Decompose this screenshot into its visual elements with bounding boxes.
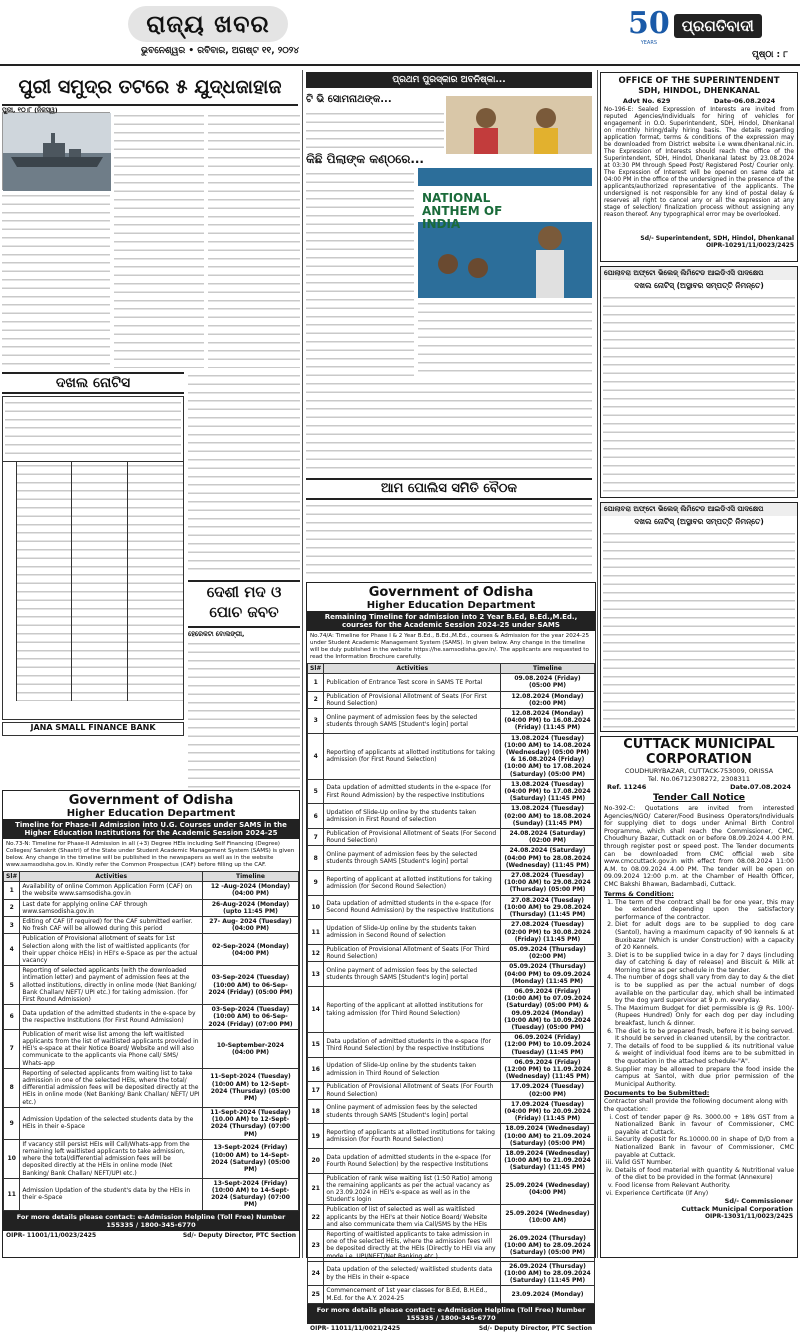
sdh-body: No-196-E: Sealed Expression of Interests are invited from reputed Agencies/Individuals for hiring of vehicles for engagement in O.O. Superintendent, SDH, Hindol, Dhenkanal on monthly hiring/daily hiring basis. The details regarding application format, terms & conditions of the expression may be downloaded from District website i.e www.dhenkanal.nic.in. The Expression of Interests should reach the office of the Superintendent, SDH, Hindol, Dhenkanal latest by 23.08.2024 at 03:30 PM through Speed Post/ Registered Post/ Courier only. The Expression of Interest will be opened on same date at 04:00 PM in the office of the undersigned in the presence of the applicants/authorized representative of the applicants. The undersigned is not responsible for any kind of postal delay & reserves all right to cancel any or all the expression at any stage of selection/ finalization process without assigning any reason thereof. Any typographical error may be overlooked. xyxy=(604,107,794,218)
table-row xyxy=(308,674,595,691)
cell-activity: Reporting of waitlisted applicants to take admission in one of the selected HEIs, where the admission fees will be deposited directly at the HEIs (Directly to HEI via any mode i.e. UPI/NEFT/Net Banking etc.) xyxy=(324,1230,501,1262)
cell-sl: 14 xyxy=(308,986,324,1032)
tender1-subtitle: ଦଖଲ ନୋଟିସ୍ (ଅସ୍ଥାବର ସମ୍ପତ୍ତି ନିମନ୍ତେ) xyxy=(634,281,764,290)
people-photo xyxy=(446,96,592,154)
cell-timeline: 06.09.2024 (Friday) (10:00 AM) to 07.09.2024 (Saturday) (05:00 PM) & 09.09.2024 (Monday) (10:00 AM) to 10.09.2024 (Tuesday) (05:00 PM) xyxy=(501,986,595,1032)
sdh-advt-no: Advt No. 629 xyxy=(622,97,671,105)
bank-name: JANA SMALL FINANCE BANK xyxy=(2,722,184,736)
gov-left-note: No.73-N: Timeline for Phase-II Admission in all (+3) Degree HEIs including Self Financing (Degree) Colleges/ Sanskrit (Shastri) of the State under Student Academic Management System (SAMS) is given below. Any change in the timeline will be published in the newspapers as well as in the website www.samsodisha.gov.in. Kindly refer the Common Prospectus (CAF) before filling up the CAF. xyxy=(6,841,295,868)
tita-text xyxy=(306,110,444,148)
cell-sl: 12 xyxy=(308,944,324,961)
gov-right-sign: Sd/- Deputy Director, PTC Section xyxy=(478,1324,592,1332)
cell-activity: Availability of online Common Application Form (CAF) on the website www.samsodisha.gov.in xyxy=(20,882,203,899)
list-item: 8. Supplier may be allowed to prepare the food inside the campus at Santol, with due prior permission of the Municipal Authority. xyxy=(615,1066,794,1089)
cell-timeline: 03-Sep-2024 (Tuesday) (10:00 AM) to 06-Sep-2024 (Friday) (07:00 PM) xyxy=(203,1005,299,1030)
kishi-headline: କିଛି ପିଲାଙ୍କ କଣ୍ଠରେ... xyxy=(306,152,424,166)
cell-sl: 16 xyxy=(308,1057,324,1082)
cell-sl: 21 xyxy=(308,1173,324,1205)
table-row xyxy=(308,1082,595,1099)
cell-activity: Online payment of admission fees by the selected students through SAMS [Student's login] portal xyxy=(324,962,501,987)
cell-timeline: 10-September-2024 (04:00 PM) xyxy=(203,1029,299,1068)
cell-sl: 10 xyxy=(308,895,324,920)
sdh-sign: Sd/- Superintendent, SDH, Hindol, Dhenkanal xyxy=(640,235,794,242)
cell-sl: 23 xyxy=(308,1230,324,1262)
cell-sl: 1 xyxy=(4,882,20,899)
cmc-title2: CORPORATION xyxy=(646,752,752,767)
table-row xyxy=(308,962,595,987)
table-row xyxy=(308,871,595,896)
deshi-headline: ଦେଶୀ ମଦ ଓ ପୋଚ ଜବତ xyxy=(188,580,300,628)
table-row xyxy=(308,846,595,871)
cell-timeline: 06.09.2024 (Friday) (12:00 PM) to 11.09.2024 (Wednesday) (11:45 PM) xyxy=(501,1057,595,1082)
table-row xyxy=(308,733,595,779)
cell-sl: 6 xyxy=(4,1005,20,1030)
list-item: 3. Diet is to be supplied twice in a day for 7 days (including day of catching & day of release) and Biscuit & Milk at Morning time as per schedule in the tender. xyxy=(615,952,794,975)
cell-sl: 7 xyxy=(4,1029,20,1068)
cell-activity: Publication of merit wise list among the left waitlisted applicants from the list of waitlisted applicants provided in HEI's e-space at their Notice Board/ Website and will also communicate to the applicants via Phone call/ SMS/ Whats-app xyxy=(20,1029,203,1068)
gov-left-advert xyxy=(2,790,300,1258)
cell-timeline: 24.08.2024 (Saturday) (02:00 PM) xyxy=(501,829,595,846)
table-row xyxy=(308,804,595,829)
cell-sl: 13 xyxy=(308,962,324,987)
table-row xyxy=(308,1261,595,1286)
cell-activity: Data updation of admitted students in the e-space (for Third Round Selection) by the respective Institutions xyxy=(324,1033,501,1058)
tender2-subtitle: ଦଖଲ ନୋଟିସ୍ (ଅସ୍ଥାବର ସମ୍ପତ୍ତି ନିମନ୍ତେ) xyxy=(634,517,764,526)
cell-sl: 4 xyxy=(4,934,20,966)
cell-timeline: 13-Sept-2024 (Friday) (10:00 AM) to 14-Sept-2024 (Saturday) (07:00 PM) xyxy=(203,1178,299,1210)
cell-timeline: 13.08.2024 (Tuesday) (04:00 PM) to 17.08.2024 (Saturday) (11:45 PM) xyxy=(501,779,595,804)
cell-sl: 2 xyxy=(4,899,20,916)
table-row xyxy=(308,895,595,920)
cell-timeline: 27.08.2024 (Tuesday) (10:00 AM) to 29.08.2024 (Thursday) (11:45 PM) xyxy=(501,895,595,920)
cmc-date: Date.07.08.2024 xyxy=(730,783,791,791)
table-row xyxy=(4,917,299,934)
cmc-sign1: Sd/- Commissioner xyxy=(724,1197,793,1206)
cell-activity: Publication of Entrance Test score in SAMS TE Portal xyxy=(324,674,501,691)
list-item: 1. The term of the contract shall be for one year, this may be extended depending upon the satisfactory performance of the contractor. xyxy=(615,899,794,922)
table-row xyxy=(4,1107,299,1139)
table-row xyxy=(4,1029,299,1068)
table-row xyxy=(308,1099,595,1124)
cell-sl: 3 xyxy=(308,709,324,734)
cmc-title1: CUTTACK MUNICIPAL xyxy=(623,737,775,752)
cell-sl: 5 xyxy=(4,966,20,1005)
cell-sl: 20 xyxy=(308,1148,324,1173)
table-row xyxy=(4,1005,299,1030)
logo-years: YEARS xyxy=(640,40,658,46)
gov-left-subtitle: Timeline for Phase-II Admission into U.G. Courses under SAMS in the Higher Education Institutions for the Academic Session 2024-25 xyxy=(3,819,299,839)
cell-activity: Publication of Provisional Allotment of Seats (For Fourth Round Selection) xyxy=(324,1082,501,1099)
cell-timeline: 27- Aug- 2024 (Tuesday) (04:00 PM) xyxy=(203,917,299,934)
table-row xyxy=(4,1068,299,1107)
cell-activity: Admission Updation of the selected students data by the HEIs in their e-Space xyxy=(20,1107,203,1139)
list-item: 4. The number of dogs shall vary from day to day & the diet is to be supplied as per the actual number of dogs available on the particular day, which shall be intimated by the dog yard supervisor at 9 p.m. everyday. xyxy=(615,974,794,1004)
cell-activity: Publication of rank wise waiting list (1:50 Ratio) among the remaining applicants as per the actual vacancy as on 23.09.2024 in HEI's e-space as well as in the Student's login xyxy=(324,1173,501,1205)
gov-left-table xyxy=(3,871,299,1211)
table-row xyxy=(308,1124,595,1149)
cell-activity: Online payment of admission fees by the selected students through SAMS [Student's login] portal xyxy=(324,846,501,871)
cell-sl: 25 xyxy=(308,1286,324,1303)
table-row xyxy=(308,1033,595,1058)
cell-activity: Reporting of applicant at allotted institutions for taking admission (for Second Round Selection) xyxy=(324,871,501,896)
cell-sl: 3 xyxy=(4,917,20,934)
cmc-body: No-392-C: Quotations are invited from interested Agencies/NGO/ Caterer/Food Business Operators/Individuals for supplying diet to dogs under Animal Birth Control Programme, which shall reach the Commissioner, CMC, Choudhury Bazar, Cuttack on or before 08.09.2024 4.00 P.M. through register post or speed post. The Tender documents can be downloaded from CMC official web site www.cmccuttack.gov.in with effect from 08.08.2024 11:00 A.M. to 08.09.2024 4.00 PM. The tender will be open on 09.09.2024 12:00 p.m. at the Chamber of Health Officer, CMC Bakshi Bhawan, Badambadi, Cuttack. xyxy=(604,805,794,888)
cmc-docs-intro: Contractor shall provide the following document along with the quotation: xyxy=(604,1098,788,1113)
cell-timeline: 23.09.2024 (Monday) xyxy=(501,1286,595,1303)
logo-number: 50 xyxy=(628,6,670,41)
possession-notice-1 xyxy=(600,266,798,498)
table-row xyxy=(4,1139,299,1178)
cell-sl: 11 xyxy=(4,1178,20,1210)
sdh-date: Date-06.08.2024 xyxy=(714,97,776,105)
cell-timeline: 26-Aug-2024 (Monday) (upto 11:45 PM) xyxy=(203,899,299,916)
cell-timeline: 13.08.2024 (Tuesday) (10:00 AM) to 14.08.2024 (Wednesday) (05:00 PM) & 16.08.2024 (Friday) (10:00 AM) to 17.08.2024 (Saturday) (05:00 PM) xyxy=(501,733,595,779)
cell-timeline: 11-Sept-2024 (Tuesday) (10.00 AM) to 12-Sept-2024 (Thursday) (07:00 PM) xyxy=(203,1107,299,1139)
lead-continued-text xyxy=(188,372,300,576)
cell-sl: 19 xyxy=(308,1124,324,1149)
aam-text xyxy=(306,502,592,578)
newspaper-name: ପ୍ରଗତିବାଦୀ xyxy=(674,14,762,38)
header-rule xyxy=(0,64,800,66)
cell-timeline: 24.08.2024 (Saturday) (04:00 PM) to 28.08.2024 (Wednesday) (11:45 PM) xyxy=(501,846,595,871)
cell-sl: 15 xyxy=(308,1033,324,1058)
possession-notice-table xyxy=(2,396,184,720)
cell-activity: Publication of Provisional Allotment of Seats (For First Round Selection) xyxy=(324,691,501,708)
col-sl: Sl# xyxy=(4,872,20,882)
cell-activity: Online payment of admission fees by the selected students through SAMS [Student's login] portal xyxy=(324,1099,501,1124)
cell-sl: 18 xyxy=(308,1099,324,1124)
cell-activity: If vacancy still persist HEIs will Call/Whats-app from the remaining left waitlisted applicants to take admission, where the total/differential admission fees will be deposited directly at the HEIs in online mode (Net Banking/ Bank Challan/ NEFT/UPI etc.) xyxy=(20,1139,203,1178)
cell-timeline: 12.08.2024 (Monday) (04:00 PM) to 16.08.2024 (Friday) (11:45 PM) xyxy=(501,709,595,734)
cell-timeline: 25.09.2024 (Wednesday) (10:00 AM) xyxy=(501,1205,595,1230)
col-timeline: Timeline xyxy=(203,872,299,882)
gov-left-sign: Sd/- Deputy Director, PTC Section xyxy=(182,1231,296,1239)
table-row xyxy=(4,882,299,899)
cell-activity: Data updation of the selected/ waitlisted students data by the HEIs in their e-space xyxy=(324,1261,501,1286)
cell-activity: Updation of Slide-Up online by the students taken admission in Third Round of Selection xyxy=(324,1057,501,1082)
cell-timeline: 02-Sep-2024 (Monday) (04:00 PM) xyxy=(203,934,299,966)
tender1-title: ପୋଲାବରା ଅଫ୍‌ଟୋ ଭିଲେଜ୍ ଲିମିଟେଡ ଆଇଡିଏସି ପାଦକ୍ଷେପ xyxy=(601,267,797,280)
lead-text-col3 xyxy=(208,112,300,368)
list-item: i. Cost of tender paper @ Rs. 3000.00 + 18% GST from a Nationalized Bank in favour of Commissioner, CMC payable at Cuttack. xyxy=(615,1114,794,1137)
masthead xyxy=(0,0,800,64)
cmc-oipr: OIPR-13031/11/0023/2425 xyxy=(704,1213,793,1221)
table-row xyxy=(308,1148,595,1173)
cell-sl: 7 xyxy=(308,829,324,846)
cell-activity: Commencement of 1st year classes for B.Ed, B.H.Ed., M.Ed. for the A.Y. 2024-25 xyxy=(324,1286,501,1303)
possession-notice-title: ଦଖଲ ନୋଟିସ xyxy=(2,372,184,394)
cmc-notice-title: Tender Call Notice xyxy=(652,793,746,803)
lead-headline: ପୁରୀ ସମୁଦ୍ର ତଟରେ ୫ ଯୁଦ୍ଧଜାହାଜ xyxy=(2,72,298,106)
lead-text-col1 xyxy=(2,192,110,368)
cell-activity: Data updation of the admitted students in the e-space by the respective Institutions (for First Round Admission) xyxy=(20,1005,203,1030)
cell-activity: Reporting of the applicant at allotted institutions for taking admission (for Third Round Selection) xyxy=(324,986,501,1032)
cell-timeline: 13.08.2024 (Tuesday) (02:00 AM) to 18.08.2024 (Sunday) (11:45 PM) xyxy=(501,804,595,829)
table-row xyxy=(4,899,299,916)
gov-left-oipr: OIPR- 11001/11/0023/2425 xyxy=(6,1231,97,1239)
cmc-address: COUDHURYBAZAR, CUTTACK-753009, ORISSA xyxy=(624,767,774,775)
table-row xyxy=(308,709,595,734)
cell-sl: 11 xyxy=(308,920,324,945)
sdh-advert xyxy=(600,72,798,262)
cell-activity: Updation of Slide-Up online by the students taken admission in First Round of selection xyxy=(324,804,501,829)
possession-notice-2 xyxy=(600,502,798,732)
cell-activity: Editing of CAF (if required) for the CAF submitted earlier. No fresh CAF will be allowed during this period xyxy=(20,917,203,934)
col-sl: Sl# xyxy=(308,664,324,674)
cell-sl: 9 xyxy=(308,871,324,896)
section-title: ରାଜ୍ୟ ଖବର xyxy=(128,6,288,42)
cell-sl: 22 xyxy=(308,1205,324,1230)
column-divider xyxy=(597,70,598,1258)
anthem-banner-text: NATIONAL ANTHEM OF INDIA xyxy=(422,191,503,231)
cmc-docs-head: Documents to be Submitted: xyxy=(604,1089,710,1098)
table-row xyxy=(308,920,595,945)
kishi-text-3 xyxy=(306,380,592,470)
cell-activity: Last date for applying online CAF through www.samsodisha.gov.in xyxy=(20,899,203,916)
gov-right-title: Government of Odisha xyxy=(368,585,534,600)
cell-timeline: 18.09.2024 (Wednesday) (10:00 AM) to 21.09.2024 (Saturday) (05:00 PM) xyxy=(501,1124,595,1149)
cell-activity: Data updation of admitted students in the e-space (for First Round Admission) by the respective Institutions xyxy=(324,779,501,804)
cell-activity: Data updation of admitted students in the e-space (for Second Round Admission) by the respective Institutions xyxy=(324,895,501,920)
table-row xyxy=(308,986,595,1032)
cell-timeline: 26.09.2024 (Thursday) (10:00 AM) to 28.09.2024 (Saturday) (11:45 PM) xyxy=(501,1261,595,1286)
cell-sl: 4 xyxy=(308,733,324,779)
list-item: ii. Security deposit for Rs.10000.00 in shape of D/D from a Nationalized Bank in favour of Commissioner, CMC payable at Cuttack. xyxy=(615,1136,794,1159)
cell-timeline: 17.09.2024 (Tuesday) (04:00 PM) to 20.09.2024 (Friday) (11:45 PM) xyxy=(501,1099,595,1124)
cmc-ref: Ref. 11246 xyxy=(607,783,647,791)
cell-sl: 24 xyxy=(308,1261,324,1286)
cell-timeline: 12.08.2024 (Monday) (02:00 PM) xyxy=(501,691,595,708)
list-item: v. Food license from Relevant Authority. xyxy=(615,1182,794,1190)
table-row xyxy=(308,691,595,708)
cell-timeline: 06.09.2024 (Friday) (12:00 PM) to 10.09.2024 (Tuesday) (11:45 PM) xyxy=(501,1033,595,1058)
cell-activity: Reporting of applicants at allotted institutions for taking admission (for First Round Selection) xyxy=(324,733,501,779)
sdh-oipr: OIPR-10291/11/0023/2425 xyxy=(705,242,794,249)
column-divider xyxy=(302,70,303,1258)
list-item: 6. The diet is to be prepared fresh, before it is being served. It should be served in cleaned utensil, by the contractor. xyxy=(615,1028,794,1043)
cell-sl: 8 xyxy=(308,846,324,871)
table-row xyxy=(308,1057,595,1082)
cell-activity: Publication of Provisional Allotment of Seats (For Third Round Selection) xyxy=(324,944,501,961)
newspaper-logo xyxy=(628,6,788,46)
cmc-terms-head: Terms & Condition: xyxy=(604,889,674,898)
cell-timeline: 03-Sep-2024 (Tuesday) (10:00 AM) to 06-Sep-2024 (Friday) (05:00 PM) xyxy=(203,966,299,1005)
date-line: ଭୁବନେଶ୍ୱର • ରବିବାର, ଅଗଷ୍ଟ ୧୧, ୨୦୨୪ xyxy=(141,46,299,56)
lead-dateline: ପୁରୀ, ୧୦।୮ (ନିଜସ୍ୱ) xyxy=(2,106,58,114)
cell-activity: Reporting of selected applicants (with the downloaded intimation letter) and payment of admission fees at the allotted institutions, directly in online mode (Net Banking/ Bank Challan/ NEFT/ UPI etc.) for taking admission. (for First Round Admission) xyxy=(20,966,203,1005)
cell-activity: Updation of Slide-Up online by the students taken admission in Second Round of selection xyxy=(324,920,501,945)
sdh-title2: SDH, HINDOL, DHENKANAL xyxy=(638,86,760,95)
kishi-text-2 xyxy=(418,300,592,376)
deshi-dateline: ହେରେକଟା ବୋଲଙ୍ଗୀ, xyxy=(188,630,245,638)
cell-timeline: 25.09.2024 (Wednesday) (04:00 PM) xyxy=(501,1173,595,1205)
gov-right-advert xyxy=(306,582,596,1332)
table-row xyxy=(4,1178,299,1210)
cmc-sign2: Cuttack Municipal Corporation xyxy=(681,1205,793,1214)
page-number: ପୃଷ୍ଠା : ୮ xyxy=(752,50,788,60)
table-row xyxy=(4,966,299,1005)
cell-sl: 17 xyxy=(308,1082,324,1099)
cmc-tel: Tel. No.06712308272, 2308311 xyxy=(647,775,751,783)
anthem-photo xyxy=(418,168,592,298)
cell-timeline: 11-Sept-2024 (Tuesday) (10:00 AM) to 12-Sept-2024 (Thursday) (05:00 PM) xyxy=(203,1068,299,1107)
table-row xyxy=(308,829,595,846)
gov-right-oipr: OIPR- 11011/11/0021/2425 xyxy=(310,1324,401,1332)
cell-sl: 5 xyxy=(308,779,324,804)
lead-text-col2 xyxy=(114,112,204,368)
cell-activity: Reporting of applicants at allotted institutions for taking admission (for Fourth Round Selection) xyxy=(324,1124,501,1149)
table-row xyxy=(308,1286,595,1303)
gov-right-footer: For more details please contact: e-Admission Helpline (Toll Free) Number 155335 / 1800-345-6770 xyxy=(307,1304,595,1324)
cmc-docs-list xyxy=(601,1114,797,1198)
aam-headline: ଆମ ପୋଲିସ ସମିତି ବୈଠକ xyxy=(306,478,592,500)
table-row xyxy=(308,1173,595,1205)
list-item: iv. Details of food material with quantity & Nutritional value of the diet to be provided in the format (Annexure) xyxy=(615,1167,794,1182)
cell-sl: 6 xyxy=(308,804,324,829)
cell-timeline: 17.09.2024 (Tuesday) (02:00 PM) xyxy=(501,1082,595,1099)
gov-left-dept: Higher Education Department xyxy=(66,808,236,819)
table-row xyxy=(308,1205,595,1230)
cell-timeline: 05.09.2024 (Thursday) (02:00 PM) xyxy=(501,944,595,961)
cell-activity: Publication of Provisional allotment of seats for 1st Selection along with the list of waitlisted applicants (for their upper choice HEIs) in HEI's e-Space as per the actual vacancy xyxy=(20,934,203,966)
col-activities: Activities xyxy=(20,872,203,882)
kishi-text xyxy=(306,170,414,376)
cell-activity: Reporting of selected applicants from waiting list to take admission in one of the selected HEIs, where the total/ differential admission fees will be deposited directly at the HEIs in online mode (Net Banking/ Bank Challan/ NEFT/ UPI etc.) xyxy=(20,1068,203,1107)
cell-sl: 10 xyxy=(4,1139,20,1178)
pratham-headline: ପ୍ରଥମ ପୁରସ୍କାର ଅବନିଷ୍କା... xyxy=(306,72,592,88)
table-row xyxy=(4,934,299,966)
cmc-terms-list xyxy=(601,899,797,1089)
cell-timeline: 26.09.2024 (Thursday) (10:00 AM) to 28.09.2024 (Saturday) (05:00 PM) xyxy=(501,1230,595,1262)
cell-timeline: 05.09.2024 (Thursday) (04:00 PM) to 09.09.2024 (Monday) (11:45 PM) xyxy=(501,962,595,987)
table-row xyxy=(308,1230,595,1262)
cell-timeline: 13-Sept-2024 (Friday) (10:00 AM) to 14-Sept-2024 (Saturday) (05:00 PM) xyxy=(203,1139,299,1178)
gov-left-footer: For more details please contact: e-Admission Helpline (Toll Free) Number 155335 / 1800-345-6770 xyxy=(3,1211,299,1231)
cmc-tender-advert xyxy=(600,736,798,1258)
cell-activity: Data updation of admitted students in the e-space (for Fourth Round Selection) by the respective Institutions xyxy=(324,1148,501,1173)
table-row xyxy=(308,779,595,804)
list-item: 5. The Maximum Budget for diet permissible is @ Rs. 100/- (Rupees Hundred) Only for each dog per day including breakfast, lunch & dinner. xyxy=(615,1005,794,1028)
cell-timeline: 12 -Aug-2024 (Monday) (04:00 PM) xyxy=(203,882,299,899)
list-item: 7. The details of food to be supplied & its nutritional value & weight of individual food items are to be submitted in the quotation in the attached schedule-"A". xyxy=(615,1043,794,1066)
list-item: 2. Diet for adult dogs are to be supplied to dog care (Santol), having a maximum capacity of 90 kennels & at Buxibazar (Which is under Construction) with a capacity of 20 Kennels. xyxy=(615,921,794,951)
cell-activity: Admission Updation of the student's data by the HEIs in their e-Space xyxy=(20,1178,203,1210)
gov-right-table xyxy=(307,663,595,1304)
cell-sl: 2 xyxy=(308,691,324,708)
list-item: iii. Valid GST Number. xyxy=(615,1159,794,1167)
cell-timeline: 09.08.2024 (Friday) (05:00 PM) xyxy=(501,674,595,691)
deshi-text xyxy=(188,640,300,788)
gov-right-subtitle: Remaining Timeline for admission into 2 Year B.Ed, B.Ed.,M.Ed., courses for the Academic Session 2024-25 under SAMS xyxy=(307,611,595,631)
tender2-title: ପୋଲାବରା ଅଫ୍‌ଟୋ ଭିଲେଜ୍ ଲିମିଟେଡ ଆଇଡିଏସି ପାଦକ୍ଷେପ xyxy=(601,503,797,516)
gov-right-dept: Higher Education Department xyxy=(366,600,536,611)
list-item: vi. Experience Certificate (If Any) xyxy=(615,1190,794,1198)
cell-timeline: 27.08.2024 (Tuesday) (10:00 AM) to 29.08.2024 (Thursday) (05:00 PM) xyxy=(501,871,595,896)
gov-right-note: No.74/A: Timeline for Phase I & 2 Year B.Ed., B.Ed.,M.Ed., courses & Admission for the year 2024-25 under Student Academic Management System (SAMS). In given below. Any change in the timeline will be duly published in the website https://he.samsodisha.gov.in/. The applicants are requested to read the Information Brochure carefully. xyxy=(310,633,590,660)
tita-headline: ଟି ଭି ସୋମନାଥଙ୍କ... xyxy=(306,94,392,105)
cell-sl: 8 xyxy=(4,1068,20,1107)
table-row xyxy=(308,944,595,961)
sdh-title1: OFFICE OF THE SUPERINTENDENT xyxy=(618,76,780,86)
col-activities: Activities xyxy=(324,664,501,674)
cell-activity: Publication of Provisional Allotment of Seats (For Second Round Selection) xyxy=(324,829,501,846)
cell-sl: 9 xyxy=(4,1107,20,1139)
cell-timeline: 27.08.2024 (Tuesday) (02:00 PM) to 30.08.2024 (Friday) (11:45 PM) xyxy=(501,920,595,945)
gov-left-title: Government of Odisha xyxy=(68,793,234,808)
col-timeline: Timeline xyxy=(501,664,595,674)
cell-activity: Online payment of admission fees by the selected students through SAMS [Student's login] portal xyxy=(324,709,501,734)
cell-activity: Publication of list of selected as well as waitlisted applicants by the HEI's at their Notice Board/ Website and also communicate them via Call/SMS by the HEIs xyxy=(324,1205,501,1230)
warship-photo xyxy=(2,112,110,190)
cell-sl: 1 xyxy=(308,674,324,691)
cell-timeline: 18.09.2024 (Wednesday) (10:00 AM) to 21.09.2024 (Saturday) (11:45 PM) xyxy=(501,1148,595,1173)
